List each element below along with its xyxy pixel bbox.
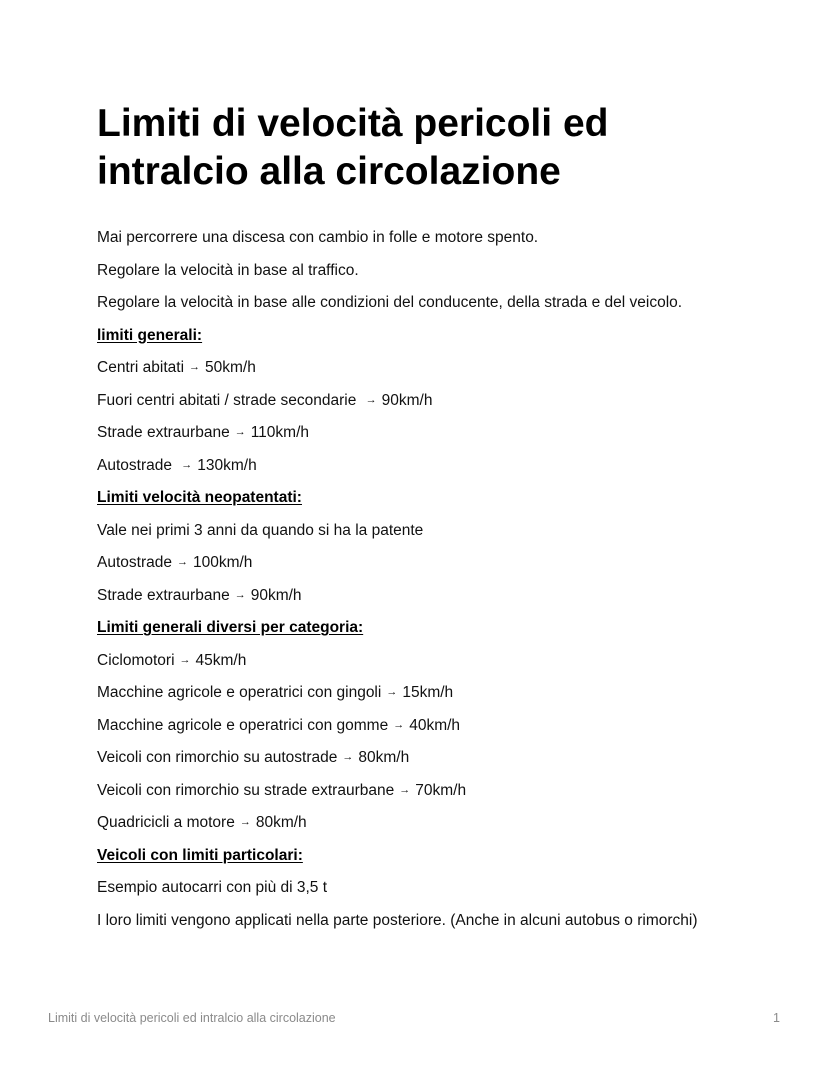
limit-item (97, 677, 797, 710)
arrow-right-icon: → (234, 426, 246, 439)
limit-label: Centri abitati (97, 359, 185, 376)
limit-value: 15km/h (402, 684, 454, 701)
limit-value: 70km/h (415, 781, 467, 799)
paragraph: Mai percorrere una discesa con cambio in folle e motore spento. (97, 229, 539, 246)
paragraph: Esempio autocarri con più di 3,5 t (97, 879, 328, 896)
limit-value: 110km/h (250, 424, 310, 441)
limit-value: 90km/h (381, 391, 433, 409)
limit-label: Autostrade (97, 554, 172, 571)
arrow-right-icon: → (386, 686, 398, 699)
limit-value: 50km/h (205, 359, 256, 376)
footer-title: Limiti di velocità pericoli ed intralcio alla circolazione (48, 1011, 336, 1025)
section-heading-categories: Limiti generali diversi per categoria: (97, 619, 364, 636)
limit-item (97, 450, 797, 483)
limit-item (97, 710, 797, 743)
paragraph: Regolare la velocità in base al traffico. (97, 261, 359, 279)
arrow-right-icon: → (342, 751, 354, 764)
page-number: 1 (773, 1011, 780, 1025)
limit-label: Macchine agricole e operatrici con gomme (97, 716, 389, 734)
limit-item (97, 547, 797, 580)
limit-item (97, 352, 797, 385)
limit-item (97, 580, 797, 613)
section-heading-new-drivers: Limiti velocità neopatentati: (97, 489, 302, 506)
limit-value: 130km/h (197, 456, 257, 474)
limit-label: Fuori centri abitati / strade secondarie (97, 391, 361, 409)
arrow-right-icon: → (181, 458, 193, 471)
limit-item (97, 807, 797, 840)
limit-item (97, 417, 797, 450)
limit-label: Strade extraurbane (97, 424, 230, 441)
limit-label: Strade extraurbane (97, 586, 230, 604)
limit-value: 40km/h (409, 716, 461, 734)
arrow-right-icon: → (393, 718, 405, 731)
limit-item (97, 742, 797, 775)
paragraph: Regolare la velocità in base alle condizioni del conducente, della strada e del veicolo. (97, 294, 683, 311)
page-title: Limiti di velocità pericoli ed intralcio alla circolazione (97, 102, 609, 193)
section-heading-general: limiti generali: (97, 326, 203, 344)
arrow-right-icon: → (239, 816, 251, 829)
limit-label: Autostrade (97, 456, 177, 474)
limit-item (97, 775, 797, 808)
section-heading-special: Veicoli con limiti particolari: (97, 846, 303, 864)
limit-label: Quadricicli a motore (97, 814, 235, 831)
limit-item (97, 645, 797, 678)
arrow-right-icon: → (179, 653, 191, 666)
arrow-right-icon: → (365, 393, 377, 406)
limit-value: 90km/h (250, 586, 302, 604)
limit-label: Ciclomotori (97, 651, 175, 669)
arrow-right-icon: → (399, 783, 411, 796)
arrow-right-icon: → (234, 588, 246, 601)
arrow-right-icon: → (189, 361, 201, 374)
limit-label: Veicoli con rimorchio su strade extraurbane (97, 781, 395, 799)
document-body (97, 222, 797, 937)
paragraph: I loro limiti vengono applicati nella parte posteriore. (Anche in alcuni autobus o rimorchi) (97, 911, 698, 929)
limit-item (97, 385, 797, 418)
limit-label: Macchine agricole e operatrici con gingoli (97, 684, 382, 701)
limit-value: 100km/h (192, 554, 253, 571)
arrow-right-icon: → (176, 556, 188, 569)
paragraph: Vale nei primi 3 anni da quando si ha la patente (97, 521, 424, 539)
limit-label: Veicoli con rimorchio su autostrade (97, 749, 338, 766)
limit-value: 80km/h (255, 814, 307, 831)
limit-value: 45km/h (195, 651, 247, 669)
limit-value: 80km/h (358, 749, 410, 766)
